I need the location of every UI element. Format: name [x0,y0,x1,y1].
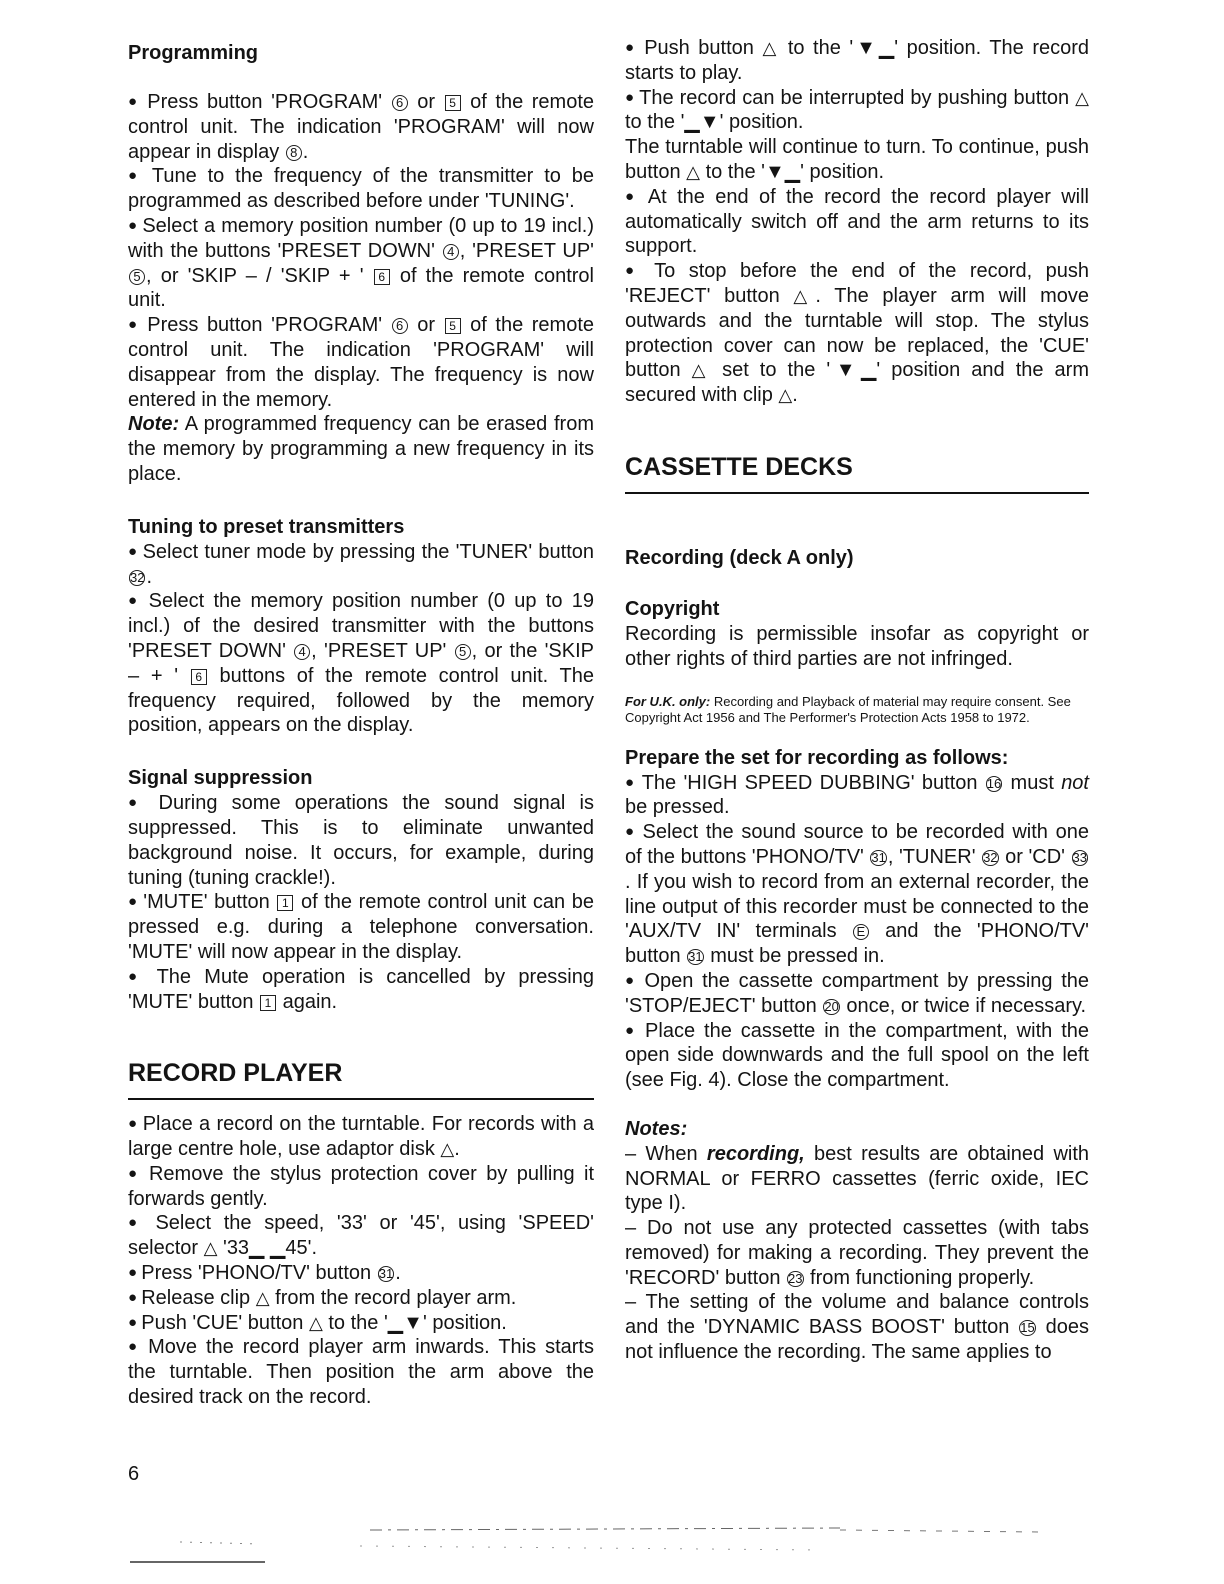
text-span: – Do not use any protected cassettes (with tabs removed) for making a recording. They prevent the 'RECORD' button [625,1217,1089,1289]
remote-key-icon: 1 [260,995,276,1011]
record-player-step-7: ● Move the record player arm inwards. This starts the turntable. Then position the arm above the desired track on the record. [128,1335,594,1409]
text-span: , 'TUNER' [887,845,982,868]
text-span: The record can be interrupted by pushing button [639,86,1076,109]
notes-label [625,1117,1089,1142]
part-marker-icon: △ [255,1287,270,1308]
signal-step-1: ● During some operations the sound signal is suppressed. This is to eliminate unwanted background noise. It occurs, for example, during tuning (tuning crackle!). [128,791,594,890]
text-span: For U.K. only: [625,693,711,709]
prepare-heading: Prepare the set for recording as follows: [625,746,1009,769]
text-span: of the remote control unit. [128,264,594,312]
text-span: Select a memory position number (0 up to 19 incl.) with the buttons 'PRESET DOWN' [128,214,595,262]
text-span: from the record player arm. [269,1286,517,1309]
tuning-heading: Tuning to preset transmitters [128,515,405,538]
remote-key-icon: 5 [445,95,461,111]
text-span: To stop before the end of the record, push 'REJECT' button [625,260,1089,307]
copyright-text: Recording is permissible insofar as copyright or other rights of third parties are not infringed. [625,622,1089,670]
part-marker-icon: △ [793,285,816,306]
circled-number-icon: 20 [824,998,839,1014]
prepare-step-1 [625,771,1089,821]
copyright-heading: Copyright [625,597,720,620]
circled-number-icon: 8 [286,145,302,161]
text-span: , or 'SKIP – / 'SKIP + ' [146,264,373,287]
text-span: . If you wish to record from an external recorder, the line output of this recorder must be connected to the 'AUX/TV IN' terminals [625,870,1089,943]
text-span: to the '▁▼' position. [322,1311,507,1334]
text-span: buttons of the remote control unit. The frequency required, followed by the memory position, appears on the display. [128,664,595,737]
remote-key-icon: 6 [191,669,207,685]
text-span: The turntable will continue to turn. To continue, push button [625,136,1089,183]
text-span: does not influence the recording. The same applies to [625,1316,1089,1364]
text-span: Note: [128,413,180,436]
text-span: Select the memory position number (0 up to 19 incl.) of the desired transmitter with the buttons 'PRESET DOWN' [128,590,594,662]
record-player-step-6 [128,1311,594,1336]
text-span: from functioning properly. [804,1266,1035,1289]
record-player-step-5 [128,1286,594,1311]
text-span: recording, [706,1142,805,1165]
circled-number-icon: 23 [788,1270,803,1286]
text-span: 'MUTE' button [143,891,277,914]
page-number: 6 [128,1463,140,1485]
text-span: must be pressed in. [704,945,885,968]
text-span: of the remote control unit can be pressed e.g. during a telephone conversation. 'MUTE' will now appear in the display. [128,891,594,963]
circled-number-icon: 15 [1020,1320,1035,1336]
text-span: The Mute operation is cancelled by pressing 'MUTE' button [128,965,594,1013]
playback-continue [625,135,1089,185]
circled-number-icon: 16 [986,775,1002,791]
part-marker-icon: △ [308,1312,323,1333]
text-span: , 'PRESET UP' [311,639,454,662]
text-span: to the '▁▼' position. [625,111,804,134]
text-span: . [792,384,798,407]
text-span: Select the speed, '33' or '45', using 'SPEED' selector [128,1212,594,1260]
text-span: to the '▼▁' position. The record starts to play. [625,37,1090,84]
circled-number-icon: 4 [294,644,310,660]
text-span: – The setting of the volume and balance controls and the 'DYNAMIC BASS BOOST' button [625,1291,1089,1339]
text-span: of the remote control unit. The indication 'PROGRAM' will disappear from the display. The frequency is now entered in the memory. [128,314,594,411]
text-span: of the remote control unit. The indication 'PROGRAM' will now appear in display [128,91,594,163]
circled-number-icon: 4 [443,244,459,260]
circled-number-icon: E [853,924,869,940]
text-span: Notes: [625,1117,688,1140]
note-2 [625,1216,1089,1290]
playback-step-2 [625,86,1089,136]
programming-step-2: ● Tune to the frequency of the transmitter to be programmed as described before under 'TUNING'. [128,164,594,214]
note-1 [625,1142,1089,1216]
text-span: Open the cassette compartment by pressing the 'STOP/EJECT' button [625,969,1090,1017]
text-span: or [408,314,444,337]
text-span: Push button [644,37,763,59]
text-span: and the 'PHONO/TV' button [625,920,1089,968]
playback-step-1 [625,36,1089,86]
signal-step-2 [128,890,594,964]
signal-suppression-heading: Signal suppression [128,767,313,790]
text-span: be pressed. [625,796,730,819]
text-span: set to the '▼▁' position and the arm secured with clip [625,359,1089,407]
text-span: . The player arm will move outwards and the turntable will stop. The stylus protection cover can now be replaced, the 'CUE' button [625,284,1090,382]
text-span: . [302,140,309,163]
circled-number-icon: 5 [129,269,145,285]
text-span: . [146,565,153,588]
part-marker-icon: △ [1075,87,1090,108]
text-span: Release clip [141,1286,256,1309]
circled-number-icon: 32 [130,569,145,585]
right-column [625,36,1089,1365]
programming-step-4 [128,313,594,412]
record-player-heading: RECORD PLAYER [128,1058,594,1100]
programming-note [128,412,594,486]
remote-key-icon: 6 [374,269,390,285]
circled-number-icon: 33 [1072,849,1087,865]
cassette-decks-heading: CASSETTE DECKS [625,452,1089,494]
recording-heading: Recording (deck A only) [625,546,854,569]
record-player-step-4 [128,1261,594,1286]
text-span: best results are obtained with NORMAL or FERRO cassettes (ferric oxide, IEC type I). [625,1142,1090,1215]
text-span: Recording and Playback of material may require consent. See Copyright Act 1956 and The Performer's Protection Acts 1958 to 1972. [625,693,1071,725]
text-span: , 'PRESET UP' [459,239,595,262]
record-player-step-2: ● Remove the stylus protection cover by pulling it forwards gently. [128,1162,594,1212]
text-span: '33▁ ▁45'. [217,1237,317,1260]
scan-artifact-lines [120,1520,1080,1570]
part-marker-icon: △ [440,1139,455,1160]
circled-number-icon: 31 [378,1266,394,1282]
text-span: The 'HIGH SPEED DUBBING' button [641,771,985,794]
text-span: to the '▼▁' position. [700,160,885,183]
playback-step-4 [625,259,1089,408]
note-3 [625,1290,1089,1364]
programming-step-1 [128,90,594,164]
text-span: or [408,91,444,113]
part-marker-icon: △ [686,161,701,182]
text-span: Select tuner mode by pressing the 'TUNER' button [142,540,595,563]
circled-number-icon: 6 [392,318,408,334]
text-span: Select the sound source to be recorded with one of the buttons 'PHONO/TV' [625,821,1089,868]
text-span: Press 'PHONO/TV' button [141,1262,377,1285]
text-span: must [1003,771,1062,794]
text-span: Press button 'PROGRAM' [147,91,391,113]
prepare-step-4: ● Place the cassette in the compartment, with the open side downwards and the full spool on the left (see Fig. 4). Close the compartment. [625,1019,1089,1093]
prepare-step-2 [625,820,1089,969]
left-column [128,36,594,1410]
record-player-step-3 [128,1211,594,1261]
tuning-step-1 [128,540,594,590]
tuning-step-2 [128,589,594,738]
uk-notice [625,694,1089,726]
circled-number-icon: 31 [871,849,886,865]
text-span: Push 'CUE' button [141,1311,309,1334]
part-marker-icon: △ [203,1238,218,1259]
text-span: or 'CD' [999,845,1071,868]
text-span: again. [277,990,338,1013]
circled-number-icon: 31 [688,949,703,965]
circled-number-icon: 5 [455,644,471,660]
part-marker-icon: △ [778,385,793,406]
programming-heading: Programming [128,42,259,64]
part-marker-icon: △ [691,360,712,381]
text-span: – When [625,1142,707,1165]
circled-number-icon: 6 [392,95,408,111]
remote-key-icon: 1 [277,895,293,911]
text-span: Press button 'PROGRAM' [147,314,391,337]
record-player-step-1 [128,1112,594,1162]
programming-step-3 [128,214,594,313]
remote-key-icon: 5 [445,318,461,334]
signal-step-3 [128,965,594,1015]
playback-step-3: ● At the end of the record the record player will automatically switch off and the arm returns to its support. [625,185,1089,259]
text-span: not [1061,771,1089,794]
text-span: , or the 'SKIP – + ' [128,639,594,687]
text-span: . [395,1262,401,1285]
text-span: . [454,1138,460,1161]
text-span: A programmed frequency can be erased from the memory by programming a new frequency in its place. [128,413,594,485]
text-span: Place a record on the turntable. For records with a large centre hole, use adaptor disk [128,1113,594,1161]
prepare-step-3 [625,969,1089,1019]
circled-number-icon: 32 [983,849,998,865]
text-span: once, or twice if necessary. [840,994,1087,1017]
part-marker-icon: △ [762,38,780,58]
